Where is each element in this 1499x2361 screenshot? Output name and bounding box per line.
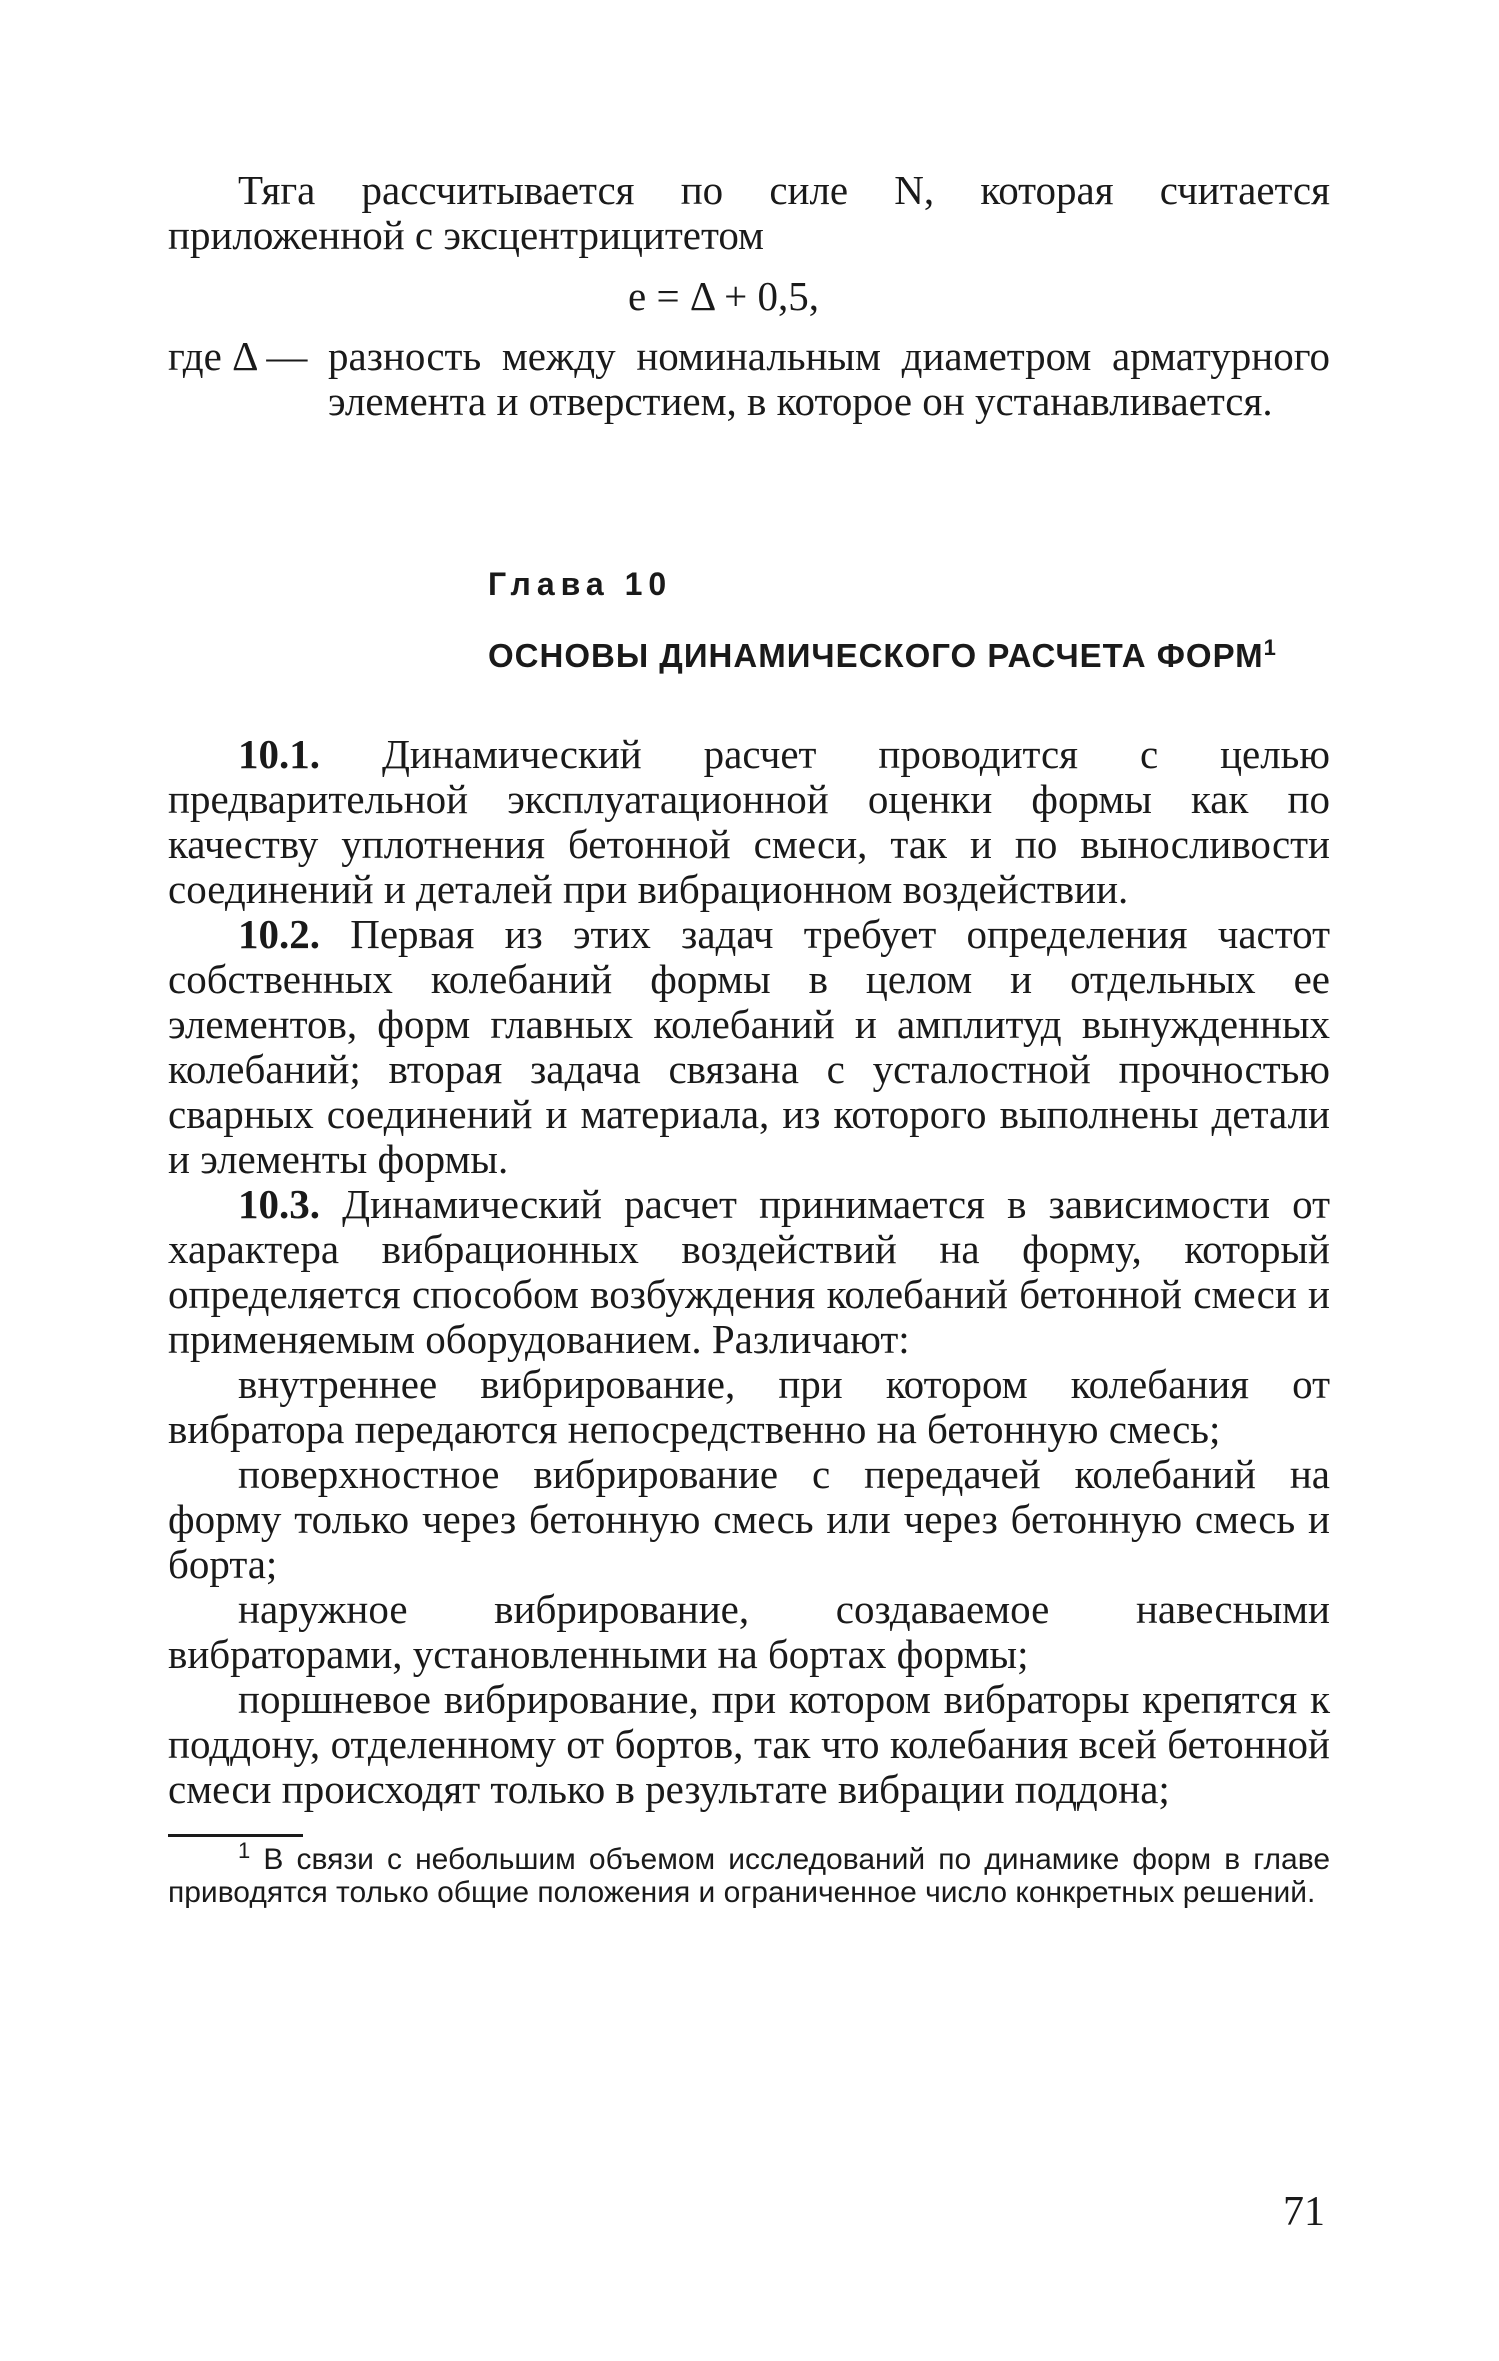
- clause-number: 10.2.: [238, 911, 320, 957]
- intro-paragraph: Тяга рассчитывается по силе N, которая считается приложенной с эксцентрицитетом: [168, 167, 1330, 258]
- clause-10-1: [168, 732, 1330, 912]
- eccentricity-formula: e = Δ + 0,5,: [628, 273, 820, 319]
- document-page: [168, 168, 1330, 1909]
- vibration-type-surface: поверхностное вибрирование с передачей колебаний на форму только через бетонную смесь или через бетонную смесь и борта;: [168, 1451, 1330, 1587]
- vibration-type-internal: внутреннее вибрирование, при котором колебания от вибратора передаются непосредственно на бетонную смесь;: [168, 1361, 1330, 1452]
- formula-definition-text: разность между номинальным диаметром арматурного элемента и отверстием, в которое он устанавливается.: [328, 333, 1330, 424]
- vibration-type-piston: поршневое вибрирование, при котором вибраторы крепятся к поддону, отделенному от бортов, так что колебания всей бетонной смеси происходят только в результате вибрации поддона;: [168, 1676, 1330, 1812]
- footnote: [168, 1838, 1331, 1909]
- clause-text: Динамический расчет проводится с целью предварительной эксплуатационной оценки формы как по качеству уплотнения бетонной смеси, так и по выносливости соединений и деталей при вибрационном воздействии.: [168, 731, 1330, 912]
- formula-definition-lead: где Δ —: [168, 333, 308, 379]
- chapter-title-text: ОСНОВЫ ДИНАМИЧЕСКОГО РАСЧЕТА ФОРМ: [488, 637, 1264, 674]
- footnote-text: В связи с небольшим объемом исследований по динамике форм в главе приводятся только общие положения и ограниченное число конкретных решений.: [168, 1843, 1331, 1909]
- clause-number: 10.3.: [238, 1181, 320, 1227]
- clause-text: Первая из этих задач требует определения частот собственных колебаний формы в целом и отдельных ее элементов, форм главных колебаний и амплитуд вынужденных колебаний; вторая задача связана с усталостной прочностью сварных соединений и материала, из которого выполнены детали и элементы формы.: [168, 911, 1330, 1182]
- clause-10-3: [168, 1182, 1330, 1362]
- footnote-mark: 1: [238, 1838, 251, 1863]
- chapter-title: [488, 634, 1330, 678]
- chapter-title-footnote-mark: 1: [1263, 635, 1277, 660]
- page-number: 71: [1283, 2189, 1325, 2235]
- clause-text: Динамический расчет принимается в зависимости от характера вибрационных воздействий на форму, который определяется способом возбуждения колебаний бетонной смеси и применяемым оборудованием. Различают:: [168, 1181, 1330, 1362]
- chapter-label: Глава 10: [488, 566, 673, 602]
- vibration-type-external: наружное вибрирование, создаваемое навесными вибраторами, установленными на бортах формы;: [168, 1586, 1330, 1677]
- footnote-divider: [168, 1834, 303, 1837]
- clause-number: 10.1.: [238, 731, 320, 777]
- formula-definition: [168, 334, 1330, 424]
- clause-10-2: [168, 912, 1330, 1182]
